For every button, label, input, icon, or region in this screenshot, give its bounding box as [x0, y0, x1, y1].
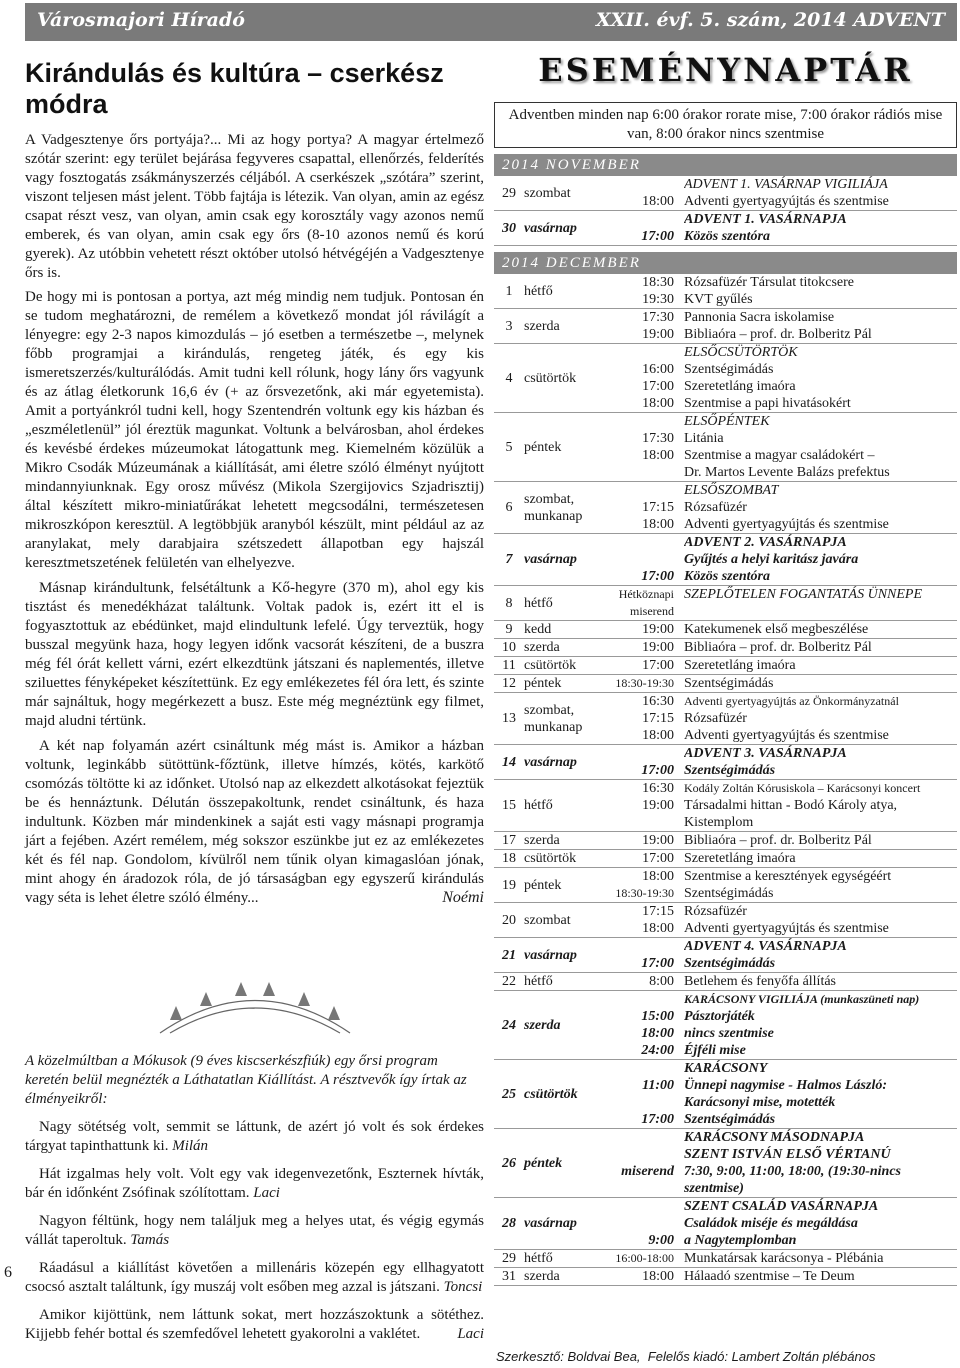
event-time: 18:00 — [641, 1026, 674, 1041]
event-title: Adventi gyertyagyújtás és szentmise — [684, 921, 889, 936]
event-title: KVT gyűlés — [684, 292, 753, 307]
event-time: 19:00 — [642, 640, 674, 655]
calendar-day-row — [494, 176, 957, 211]
event-title: Betlehem és fenyőfa állítás — [684, 974, 836, 989]
calendar-day-row — [494, 1198, 957, 1250]
event-time: 18:00 — [642, 1269, 674, 1284]
calendar-day-row — [494, 639, 957, 657]
events-cell — [684, 832, 957, 850]
weekday: péntek — [524, 676, 562, 691]
quote: Nagy sötétség volt, semmit se láttunk, de azért jó volt és sok érdekes tárgyat tapinthattunk ki. Milán — [25, 1119, 484, 1154]
events-cell — [684, 639, 957, 657]
event-time: 17:00 — [642, 379, 674, 394]
event-title: Rózsafüzér — [684, 500, 747, 515]
event-title: Munkatársak karácsonya - Plébánia — [684, 1251, 884, 1266]
day-number: 15 — [502, 798, 516, 813]
calendar-day-row — [494, 657, 957, 675]
day-number: 28 — [502, 1216, 516, 1231]
times-cell — [604, 1250, 684, 1268]
day-number: 31 — [502, 1269, 516, 1284]
article-paragraph: De hogy mi is pontosan a portya, azt még mindig nem tudjuk. Pontosan én se tudom meghatározni, de remélem a következő mondat jól rávilágít a lényegre: egy 2-3 napos kimozdulás – jó esetben a természetbe –, melynek főbb programjai a kirándulás, rengeteg játék, és egy kis ismeretszerzés/kulturálódás. Amit tudni kell rólunk, hogy lány őrs vagyunk és az átlag életkorunk 16,6 év (+ az őrsvezetőnk, aki már egyetemista). Amit a portyánkról tudni kell, hogy Szentendrén voltunk egy kis házban és „eszméletlenül” jól éreztük magunkat. Voltunk a belvárosban, ahol érdekes és kevésbé érdekes múzeumokat látogattunk meg. Kiemelném közülük a Mikro Csodák Múzeumának a kiállítását, ami életre szóló élményt nyújtott mindannyiunknak. Egy orosz művész (Mikola Szergijovics Szjadrisztij) által készített mikro-miniatűrákat lehetett megcsodálni, természetesen mikroszkópon keresztül. A legtöbbjük aranyból készült, mint például az az aranylakat, mely darabjaira szétszedett állapotban egy hajszál keresztmetszetének felületén van elhelyezve. — [25, 289, 484, 571]
event-time: 16:30 — [642, 694, 674, 709]
event-title: Közös szentóra — [684, 229, 770, 244]
event-title: Szentségimádás — [684, 676, 774, 691]
event-time — [604, 938, 684, 955]
day-number: 25 — [502, 1086, 516, 1102]
times-cell — [604, 657, 684, 675]
day-number: 26 — [502, 1155, 516, 1171]
event-title: ADVENT 4. VASÁRNAPJA — [684, 939, 847, 954]
day-number: 5 — [505, 439, 513, 455]
issue-info: XXII. évf. 5. szám, 2014 ADVENT — [595, 9, 945, 31]
weekday: csütörtök — [524, 658, 577, 673]
event-title: Bibliaóra – prof. dr. Bolberitz Pál — [684, 640, 872, 655]
events-cell — [684, 1250, 957, 1268]
event-title: Éjféli mise — [684, 1043, 746, 1058]
weekday: csütörtök — [524, 1086, 578, 1102]
calendar-day-row — [494, 482, 957, 534]
events-cell — [684, 586, 957, 621]
events-cell — [684, 1198, 957, 1250]
calendar-intro: Adventben minden nap 6:00 órakor rorate mise, 7:00 órakor rádiós mise van, 8:00 órakor nincs szentmise — [494, 102, 957, 148]
events-cell — [684, 745, 957, 780]
calendar-day-row — [494, 274, 957, 309]
event-title: ADVENT 1. VASÁRNAPJA — [684, 212, 847, 227]
day-number: 4 — [505, 370, 513, 386]
event-time: 17:00 — [642, 851, 674, 866]
event-time: 19:00 — [642, 798, 674, 813]
weekday: péntek — [524, 1155, 563, 1171]
weekday: szerda — [524, 1269, 560, 1284]
times-cell — [604, 1268, 684, 1286]
weekday: péntek — [524, 439, 562, 455]
event-title: Adventi gyertyagyújtás és szentmise — [684, 194, 889, 209]
times-cell — [604, 903, 684, 938]
times-cell — [604, 780, 684, 832]
event-title: Szentmise a keresztények egységéért — [684, 869, 892, 884]
event-title: ELSŐPÉNTEK — [684, 414, 770, 429]
day-number: 29 — [502, 1251, 516, 1266]
weekday: hétfő — [524, 1251, 553, 1266]
calendar-day-row — [494, 1268, 957, 1286]
event-time: 18:30-19:30 — [615, 676, 674, 690]
event-title: Közös szentóra — [684, 569, 770, 584]
day-number: 11 — [502, 658, 516, 673]
calendar-day-row — [494, 868, 957, 903]
event-calendar — [494, 48, 957, 1286]
event-title: SZENT ISTVÁN ELSŐ VÉRTANÚ — [684, 1147, 891, 1162]
event-time — [604, 211, 684, 228]
calendar-day-row — [494, 1060, 957, 1129]
times-cell — [604, 1198, 684, 1250]
event-time — [604, 991, 684, 1008]
event-title: KARÁCSONY MÁSODNAPJA — [684, 1130, 865, 1145]
event-time: 17:00 — [641, 1112, 674, 1127]
quote-author: Milán — [172, 1138, 209, 1154]
day-number: 3 — [505, 318, 513, 334]
weekday: szerda — [524, 640, 560, 655]
event-time: 19:00 — [642, 833, 674, 848]
event-time: miserend — [630, 604, 674, 618]
article-paragraph: Másnap kirándultunk, felsétáltunk a Kő-hegyre (370 m), ahol egy kis tisztást és menedékházat találtunk. Voltak padok is, ezért itt el is fogyasztottuk az ebédünket, majd elindultunk lefelé. Úgy terveztük, hogy busszal megyünk haza, hogy legyen időnk vacsorát készíteni, de a buszra még fél órát kellett várni, ezért elkezdtünk játszani és naplementés, illetve sziluettes fényképeket készítettünk. Ez egy emlékezetes fél óra lett, és szinte már sajnáltuk, hogy megérkezett a busz. Este még megnéztünk egy filmet, majd aludni tértünk. — [25, 580, 484, 729]
day-number: 22 — [502, 974, 516, 989]
times-cell — [604, 274, 684, 309]
event-time: 19:30 — [642, 292, 674, 307]
events-cell — [684, 973, 957, 991]
event-title: Dr. Martos Levente Balázs prefektus — [684, 465, 890, 480]
calendar-day-row — [494, 586, 957, 621]
day-number: 29 — [502, 185, 516, 201]
event-title: Kistemplom — [684, 815, 754, 830]
report-intro: A közelmúltban a Mókusok (9 éves kiscserkészfiúk) egy őrsi program keretén belül megnézték a Láthatatlan Kiállítást. A résztvevők így írtak az élményeikről: — [25, 1053, 467, 1107]
calendar-day-row — [494, 903, 957, 938]
weekday: hétfő — [524, 974, 553, 989]
day-number: 12 — [502, 676, 516, 691]
article-paragraph: A két nap folyamán azért csináltunk még mást is. Amikor a házban voltunk, leginkább sütöttünk-főztünk, illetve hímzés, kötés, karkötő csomózás töltötte ki az időnket. Utolsó nap az elkezdett alkotásokat fejeztük be és hennáztunk. Délután összepakoltunk, rendet csináltunk, és haza indultunk. Közben már mindenkinek a saját esti vagy másnapi programja járt a fejében. Azért remélem, még sokszor eszünkbe jut ez az emlékezetes két és fél nap. Gondolom, kívülről nem tűnik olyan kimagaslóan jónak, mint ahogy én áradozok róla, de jó társaságban egy egyszerű kirándulás vagy séta is lehet életre szóló élmény... — [25, 738, 484, 906]
event-title: SZEPLŐTELEN FOGANTATÁS ÜNNEPE — [684, 587, 923, 602]
page-header — [25, 3, 957, 41]
event-time: 17:00 — [641, 956, 674, 971]
calendar-day-row — [494, 1250, 957, 1268]
event-title: ELSŐSZOMBAT — [684, 483, 779, 498]
event-time: 19:00 — [642, 327, 674, 342]
event-time: 17:00 — [641, 229, 674, 244]
event-title: Adventi gyertyagyújtás az Önkormányzatnál — [684, 694, 899, 708]
events-cell — [684, 211, 957, 246]
event-title: Pannonia Sacra iskolamise — [684, 310, 835, 325]
event-time — [604, 1146, 684, 1163]
article-body — [25, 131, 484, 907]
weekday: csütörtök — [524, 370, 577, 386]
weekday: kedd — [524, 622, 552, 637]
times-cell — [604, 991, 684, 1060]
events-cell — [684, 1268, 957, 1286]
event-time: 11:00 — [642, 1078, 674, 1093]
event-title: szentmise) — [684, 1181, 744, 1196]
events-cell — [684, 1060, 957, 1129]
weekday: vasárnap — [524, 947, 577, 963]
event-time: 16:00-18:00 — [615, 1251, 674, 1265]
november-table — [494, 176, 957, 246]
event-time: 9:00 — [648, 1233, 674, 1248]
weekday: szerda — [524, 318, 560, 334]
times-cell — [604, 745, 684, 780]
weekday: péntek — [524, 877, 562, 893]
event-time: 19:00 — [642, 622, 674, 637]
calendar-day-row — [494, 1129, 957, 1198]
times-cell — [604, 693, 684, 745]
events-cell — [684, 780, 957, 832]
event-time — [604, 534, 684, 551]
events-cell — [684, 903, 957, 938]
event-time: 17:30 — [642, 310, 674, 325]
event-time — [604, 464, 684, 481]
weekday: szombat — [524, 912, 571, 928]
weekday: szombat, munkanap — [524, 702, 583, 735]
day-number: 7 — [505, 552, 513, 567]
event-time — [604, 1129, 684, 1146]
times-cell — [604, 309, 684, 344]
calendar-day-row — [494, 850, 957, 868]
times-cell — [604, 482, 684, 534]
event-title: ADVENT 2. VASÁRNAPJA — [684, 535, 847, 550]
article-title: Kirándulás és kultúra – cserkész módra — [25, 58, 444, 119]
event-title: Adventi gyertyagyújtás és szentmise — [684, 728, 889, 743]
event-title: Ünnepi nagymise - Halmos László: — [684, 1078, 888, 1093]
event-time: 15:00 — [641, 1009, 674, 1024]
event-title: ADVENT 3. VASÁRNAPJA — [684, 746, 847, 761]
event-title: SZENT CSALÁD VASÁRNAPJA — [684, 1199, 879, 1214]
times-cell — [604, 850, 684, 868]
event-time — [604, 551, 684, 568]
event-time — [604, 1180, 684, 1197]
event-title: Családok miséje és megáldása — [684, 1216, 858, 1231]
event-title: Szeretetláng imaóra — [684, 658, 796, 673]
event-title: Szentségimádás — [684, 763, 776, 778]
event-time: Hétköznapi — [618, 587, 674, 601]
page-number: 6 — [4, 1264, 12, 1281]
events-cell — [684, 176, 957, 211]
times-cell — [604, 938, 684, 973]
weekday: vasárnap — [524, 754, 577, 770]
events-cell — [684, 657, 957, 675]
weekday: hétfő — [524, 283, 553, 299]
publication-name: Városmajori Híradó — [37, 9, 245, 31]
calendar-day-row — [494, 780, 957, 832]
events-cell — [684, 850, 957, 868]
day-number: 14 — [502, 754, 516, 770]
event-title: Szeretetláng imaóra — [684, 851, 796, 866]
month-header-november: 2014 NOVEMBER — [494, 154, 957, 176]
weekday: hétfő — [524, 595, 553, 611]
times-cell — [604, 868, 684, 903]
calendar-day-row — [494, 938, 957, 973]
times-cell — [604, 639, 684, 657]
event-title: Szentségimádás — [684, 886, 774, 901]
times-cell — [604, 211, 684, 246]
event-time: 17:15 — [642, 711, 674, 726]
quote: Hát izgalmas hely volt. Volt egy vak idegenvezetőnk, Eszternek hívták, bár én időnként Zsófinak szólítottam. Laci — [25, 1166, 484, 1201]
event-title: Szeretetláng imaóra — [684, 379, 796, 394]
times-cell — [604, 534, 684, 586]
weekday: csütörtök — [524, 851, 577, 866]
event-time — [604, 413, 684, 430]
events-cell — [684, 693, 957, 745]
weekday: vasárnap — [524, 220, 577, 236]
event-time: 17:15 — [642, 904, 674, 919]
event-title: Gyűjtés a helyi karitász javára — [684, 552, 859, 567]
calendar-day-row — [494, 832, 957, 850]
event-title: KARÁCSONY VIGILIÁJA (munkaszüneti nap) — [684, 992, 920, 1006]
event-title: Szentmise a papi hivatásokért — [684, 396, 851, 411]
event-time — [604, 482, 684, 499]
event-time: 8:00 — [649, 974, 674, 989]
times-cell — [604, 1129, 684, 1198]
event-time: 18:00 — [642, 517, 674, 532]
event-time: 18:00 — [642, 869, 674, 884]
quote: Amikor kijöttünk, nem láttunk sokat, mert hozzászoktunk a sötéthez. Kijjebb fehér bottal és szemfedővel lehetett gyakorolni a vaklétet. Laci — [25, 1307, 484, 1342]
event-title: Szentségimádás — [684, 1112, 776, 1127]
times-cell — [604, 344, 684, 413]
times-cell — [604, 176, 684, 211]
event-title: Pásztorjáték — [684, 1009, 755, 1024]
events-cell — [684, 621, 957, 639]
event-time: 16:30 — [642, 781, 674, 796]
event-title: Szentségimádás — [684, 956, 776, 971]
event-time: 17:30 — [642, 431, 674, 446]
exhibition-report — [25, 1052, 484, 1344]
event-title — [684, 603, 957, 620]
event-time — [604, 814, 684, 831]
events-cell — [684, 413, 957, 482]
event-title: Bibliaóra – prof. dr. Bolberitz Pál — [684, 327, 872, 342]
event-title: Hálaadó szentmise – Te Deum — [684, 1269, 855, 1284]
events-cell — [684, 868, 957, 903]
event-time — [604, 176, 684, 193]
event-time: 18:00 — [642, 921, 674, 936]
day-number: 1 — [505, 283, 513, 299]
weekday: szerda — [524, 1017, 561, 1033]
event-title: Kodály Zoltán Kórusiskola – Karácsonyi koncert — [684, 781, 921, 795]
event-title: Adventi gyertyagyújtás és szentmise — [684, 517, 889, 532]
weekday: szombat, munkanap — [524, 491, 583, 524]
event-time: 24:00 — [641, 1043, 674, 1058]
event-time: 17:15 — [642, 500, 674, 515]
event-time: 17:00 — [641, 763, 674, 778]
calendar-day-row — [494, 211, 957, 246]
calendar-day-row — [494, 621, 957, 639]
day-number: 24 — [502, 1017, 516, 1033]
event-time: 18:30-19:30 — [615, 886, 674, 900]
events-cell — [684, 534, 957, 586]
event-time: miserend — [621, 1164, 674, 1179]
times-cell — [604, 621, 684, 639]
event-title: a Nagytemplomban — [684, 1233, 797, 1248]
event-title: Társadalmi hittan - Bodó Károly atya, — [684, 798, 898, 813]
day-number: 8 — [505, 595, 513, 611]
weekday: szombat — [524, 185, 571, 201]
event-time — [604, 745, 684, 762]
event-title: Katekumenek első megbeszélése — [684, 622, 869, 637]
event-time: 18:00 — [642, 194, 674, 209]
day-number: 20 — [502, 912, 516, 928]
weekday: szerda — [524, 833, 560, 848]
article-signature: Noémi — [442, 889, 484, 906]
event-title: Szentségimádás — [684, 362, 774, 377]
weekday: hétfő — [524, 798, 553, 813]
event-time — [604, 1198, 684, 1215]
event-time — [604, 344, 684, 361]
events-cell — [684, 344, 957, 413]
calendar-day-row — [494, 973, 957, 991]
quote: Nagyon féltünk, hogy nem találjuk meg a helyes utat, és végig egymás vállát taperoltuk. Tamás — [25, 1213, 484, 1248]
event-title: Bibliaóra – prof. dr. Bolberitz Pál — [684, 833, 872, 848]
events-cell — [684, 482, 957, 534]
times-cell — [604, 675, 684, 693]
event-title: Litánia — [684, 431, 724, 446]
quote-author: Tamás — [130, 1232, 170, 1248]
events-cell — [684, 938, 957, 973]
calendar-day-row — [494, 534, 957, 586]
event-title: nincs szentmise — [684, 1026, 774, 1041]
december-table — [494, 274, 957, 1286]
events-cell — [684, 274, 957, 309]
article-paragraph: A Vadgesztenye őrs portyája?... Mi az hogy portya? A magyar értelmező szótár szerint: egy terület bejárása fegyveres csapattal, ellenőrzés, felderítés vagy fosztogatás zsákmányszerzés céljából. A cserkészek „szótára” szerint, viszont teljesen mást jelent. Több fajtája is létezik. Van olyan, amin az egész csapat részt vesz, van olyan, amin csak egy korosztály vagy azonos nemű emberek, és van olyan, amin csak egy őrs (8-10 azonos nemű és korú gyerek). Az utóbbin vehetett részt október utolsó hétvégéjén a Vadgesztenye őrs is. — [25, 132, 484, 281]
credits: Szerkesztő: Boldvai Bea, Felelős kiadó: Lambert Zoltán plébános — [496, 1349, 876, 1364]
day-number: 19 — [502, 877, 516, 893]
quote-author: Laci — [457, 1326, 484, 1342]
event-time: 18:00 — [642, 448, 674, 463]
quote-author: Toncsi — [443, 1279, 483, 1295]
event-time — [604, 1215, 684, 1232]
day-number: 13 — [502, 711, 516, 726]
event-title: ELSŐCSÜTÖRTÖK — [684, 345, 798, 360]
calendar-title: ESEMÉNYNAPTÁR — [538, 51, 913, 89]
events-cell — [684, 309, 957, 344]
event-time: 17:00 — [641, 569, 674, 584]
event-time: 16:00 — [642, 362, 674, 377]
day-number: 30 — [502, 220, 516, 236]
event-time: 17:00 — [642, 658, 674, 673]
day-number: 17 — [502, 833, 516, 848]
calendar-day-row — [494, 745, 957, 780]
article — [25, 58, 484, 907]
day-number: 18 — [502, 851, 516, 866]
events-cell — [684, 991, 957, 1060]
times-cell — [604, 413, 684, 482]
calendar-day-row — [494, 344, 957, 413]
event-time: 18:00 — [642, 728, 674, 743]
calendar-day-row — [494, 693, 957, 745]
month-header-december: 2014 DECEMBER — [494, 252, 957, 274]
day-number: 9 — [505, 622, 513, 637]
event-title: ADVENT 1. VASÁRNAP VIGILIÁJA — [684, 177, 888, 192]
event-time — [604, 1060, 684, 1077]
weekday: vasárnap — [524, 1216, 577, 1231]
times-cell — [604, 1060, 684, 1129]
event-time — [604, 1094, 684, 1111]
quote-author: Laci — [253, 1185, 280, 1201]
calendar-day-row — [494, 991, 957, 1060]
event-title: 7:30, 9:00, 11:00, 18:00, (19:30-nincs — [684, 1164, 901, 1179]
calendar-day-row — [494, 309, 957, 344]
event-title: KARÁCSONY — [684, 1061, 768, 1076]
event-time: 18:30 — [642, 275, 674, 290]
event-time: 18:00 — [642, 396, 674, 411]
event-title: Rózsafüzér — [684, 711, 747, 726]
day-number: 10 — [502, 640, 516, 655]
weekday: vasárnap — [524, 552, 577, 567]
scout-ornament-image — [140, 978, 370, 1038]
calendar-day-row — [494, 675, 957, 693]
quote: Ráadásul a kiállítást követően a millenáris közepén egy ellhagyatott csocsó asztalt találtunk, így muszáj volt esőben meg azzal is játszani. Toncsi — [25, 1260, 484, 1295]
day-number: 21 — [502, 947, 516, 963]
times-cell — [604, 973, 684, 991]
calendar-day-row — [494, 413, 957, 482]
event-title: Rózsafüzér — [684, 904, 747, 919]
event-title: Rózsafüzér Társulat titokcsere — [684, 275, 855, 290]
event-title: Karácsonyi mise, motették — [684, 1095, 836, 1110]
events-cell — [684, 675, 957, 693]
events-cell — [684, 1129, 957, 1198]
times-cell — [604, 586, 684, 621]
times-cell — [604, 832, 684, 850]
day-number: 6 — [505, 500, 513, 515]
event-title: Szentmise a magyar családokért – — [684, 448, 875, 463]
